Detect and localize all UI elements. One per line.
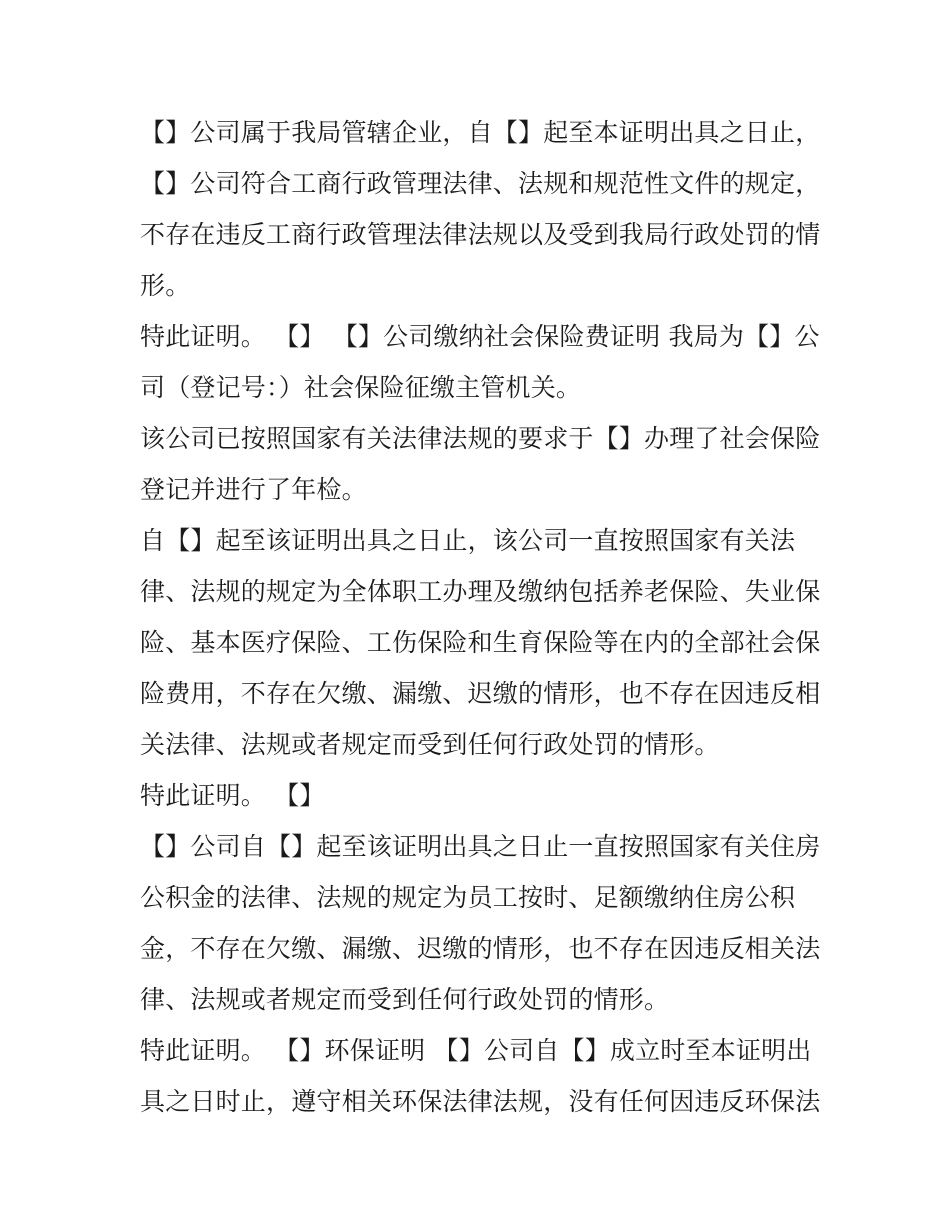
text-line: 特此证明。 【】 <box>140 781 325 810</box>
text-line: 险、基本医疗保险、工伤保险和生育保险等在内的全部社会保 <box>140 628 820 657</box>
text-line: 【】公司属于我局管辖企业，自【】起至本证明出具之日止， <box>140 118 820 147</box>
text-line: 律、法规或者规定而受到任何行政处罚的情形。 <box>140 985 670 1014</box>
text-line: 登记并进行了年检。 <box>140 475 367 504</box>
text-line: 该公司已按照国家有关法律法规的要求于【】办理了社会保险 <box>140 424 820 453</box>
text-line: 特此证明。 【】环保证明 【】公司自【】成立时至本证明出 <box>140 1036 812 1065</box>
text-line: 关法律、法规或者规定而受到任何行政处罚的情形。 <box>140 730 720 759</box>
text-line: 【】公司符合工商行政管理法律、法规和规范性文件的规定， <box>140 169 820 198</box>
text-line: 形。 <box>140 271 191 300</box>
text-line: 公积金的法律、法规的规定为员工按时、足额缴纳住房公积 <box>140 883 796 912</box>
text-line: 不存在违反工商行政管理法律法规以及受到我局行政处罚的情 <box>140 220 820 249</box>
text-line: 特此证明。 【】 【】公司缴纳社会保险费证明 我局为【】公 <box>140 322 820 351</box>
text-line: 自【】起至该证明出具之日止，该公司一直按照国家有关法 <box>140 526 796 555</box>
text-line: 【】公司自【】起至该证明出具之日止一直按照国家有关住房 <box>140 832 820 861</box>
text-line: 险费用，不存在欠缴、漏缴、迟缴的情形，也不存在因违反相 <box>140 679 820 708</box>
text-line: 司（登记号：）社会保险征缴主管机关。 <box>140 373 582 402</box>
document-body <box>140 107 820 1127</box>
text-line: 具之日时止，遵守相关环保法律法规，没有任何因违反环保法 <box>140 1087 820 1116</box>
text-line: 律、法规的规定为全体职工办理及缴纳包括养老保险、失业保 <box>140 577 820 606</box>
text-line: 金，不存在欠缴、漏缴、迟缴的情形，也不存在因违反相关法 <box>140 934 820 963</box>
